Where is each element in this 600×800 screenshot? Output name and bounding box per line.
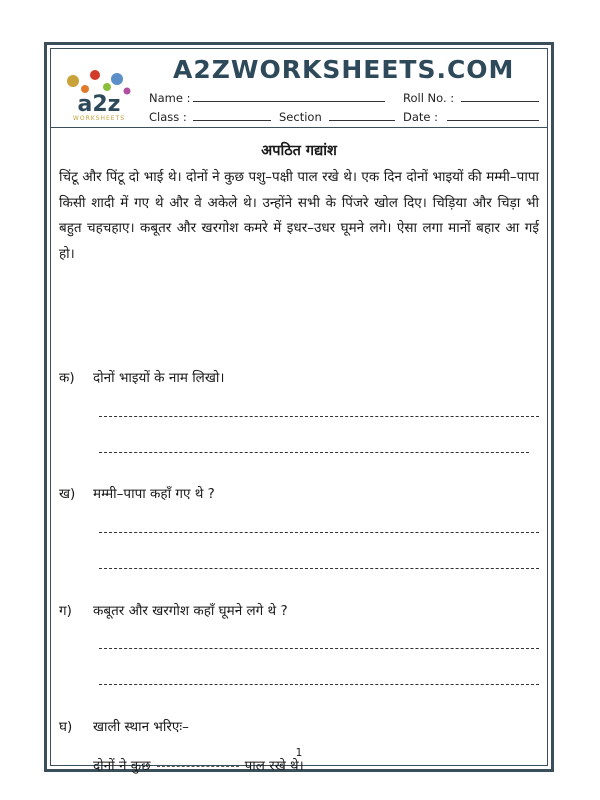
- worksheet-header: [51, 49, 547, 128]
- class-field[interactable]: [193, 110, 271, 121]
- question-2: [59, 484, 215, 502]
- question-text: मम्मी–पापा कहाँ गए थे ?: [93, 486, 215, 502]
- answer-line-1a[interactable]: [99, 416, 539, 417]
- worksheet-inner-border: [50, 48, 548, 774]
- passage-text: चिंटू और पिंटू दो भाई थे। दोनों ने कुछ पशु–पक्षी पाल रखे थे। एक दिन दोनों भाइयों की मम्मी–पापा किसी शादी में गए थे और वे अकेले थे। उन्होंने सभी के पिंजरे खोल दिए। चिड़िया और चिड़ा भी बहुत चहचहाए। कबूतर और खरगोश कमरे में इधर–उधर घूमने लगे। ऐसा लगा मानों बहार आ गई हो।: [59, 169, 539, 262]
- fill-after-text: पाल रखे थे।: [244, 758, 304, 774]
- site-name: A2ZWORKSHEETS.COM: [173, 55, 515, 84]
- answer-line-2b[interactable]: [99, 568, 539, 569]
- name-field[interactable]: [193, 91, 385, 102]
- question-1: [59, 368, 225, 386]
- question-4: [59, 717, 189, 735]
- question-text: कबूतर और खरगोश कहाँ घूमने लगे थे ?: [93, 603, 288, 619]
- section-label: Section: [279, 110, 322, 124]
- a2z-logo: [59, 65, 139, 123]
- rollno-label: Roll No. :: [403, 91, 455, 105]
- date-label: Date :: [403, 110, 439, 124]
- question-text: खाली स्थान भरिएः–: [93, 719, 189, 735]
- page-number: 1: [295, 747, 303, 759]
- question-number: घ): [59, 719, 73, 735]
- question-number: ग): [59, 603, 72, 619]
- fill-before-text: दोनों ने कुछ: [93, 758, 151, 774]
- question-number: क): [59, 370, 75, 386]
- question-text: दोनों भाइयों के नाम लिखो।: [93, 370, 225, 386]
- worksheet-content: [59, 127, 539, 774]
- answer-line-3b[interactable]: [99, 684, 539, 685]
- rollno-field[interactable]: [461, 91, 539, 102]
- logo-subtext: WORKSHEETS: [72, 115, 126, 122]
- worksheet-frame: [44, 42, 554, 772]
- answer-line-3a[interactable]: [99, 648, 539, 649]
- logo-text: a2z: [77, 92, 121, 117]
- section-field[interactable]: [329, 110, 395, 121]
- class-label: Class :: [149, 110, 187, 124]
- answer-line-1b[interactable]: [99, 452, 529, 453]
- name-label: Name :: [149, 91, 191, 105]
- question-3: [59, 601, 288, 619]
- question-number: ख): [59, 486, 76, 502]
- answer-line-2a[interactable]: [99, 532, 539, 533]
- date-field[interactable]: [447, 110, 539, 121]
- worksheet-title: अपठित गद्यांश: [261, 143, 337, 159]
